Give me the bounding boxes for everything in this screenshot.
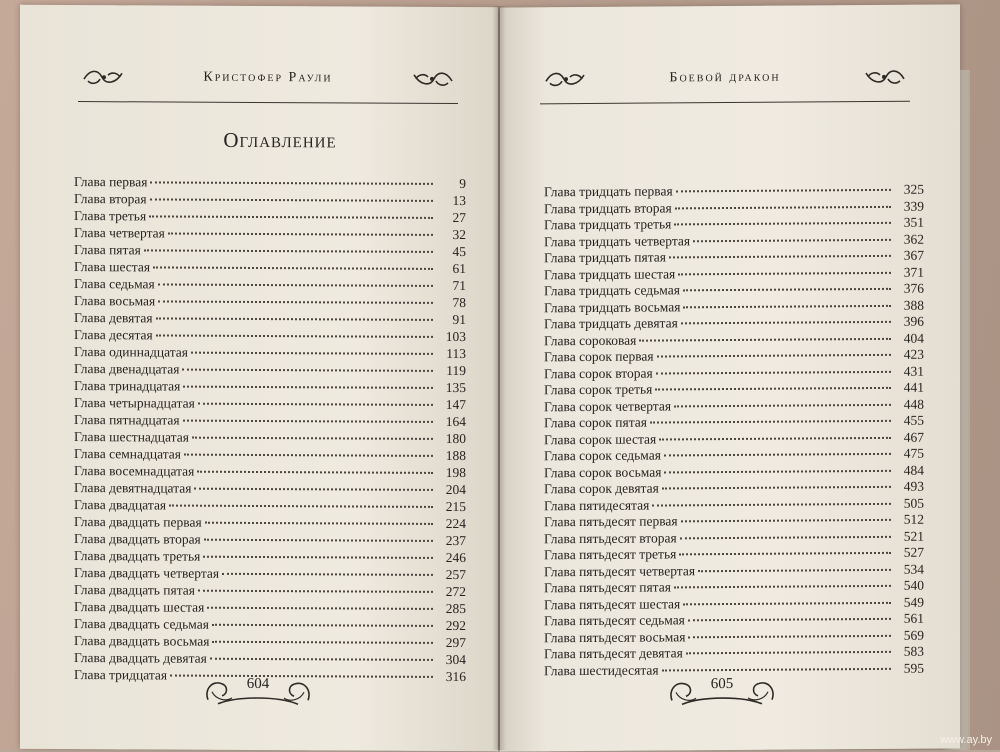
toc-entry <box>74 513 466 532</box>
chapter-title: Глава четвертая <box>74 225 165 241</box>
dot-leader <box>698 568 891 571</box>
dot-leader <box>683 288 891 291</box>
chapter-page-number: 135 <box>445 379 466 396</box>
dot-leader <box>182 369 433 372</box>
chapter-page-number: 455 <box>903 412 924 428</box>
dot-leader <box>664 453 891 457</box>
chapter-title: Глава двадцать седьмая <box>74 616 209 632</box>
toc-entry <box>74 462 466 481</box>
running-head-left <box>78 65 458 104</box>
chapter-page-number: 527 <box>903 544 924 560</box>
chapter-title: Глава первая <box>74 174 148 190</box>
chapter-page-number: 285 <box>445 600 466 617</box>
dot-leader <box>693 238 891 241</box>
chapter-title: Глава пятьдесят девятая <box>544 645 683 662</box>
dot-leader <box>688 634 891 637</box>
chapter-page-number: 297 <box>445 634 466 651</box>
chapter-page-number: 404 <box>903 330 924 346</box>
toc-entry <box>74 615 466 634</box>
chapter-title: Глава тридцатая <box>74 667 168 683</box>
chapter-page-number: 595 <box>903 660 924 676</box>
dot-leader <box>656 370 891 374</box>
chapter-page-number: 441 <box>903 379 924 395</box>
dot-leader <box>184 454 433 457</box>
chapter-page-number: 246 <box>445 549 466 566</box>
dot-leader <box>639 337 891 341</box>
page-number-left <box>198 670 318 711</box>
chapter-page-number: 367 <box>903 247 924 263</box>
chapter-title: Глава тридцать девятая <box>544 315 678 332</box>
chapter-page-number: 304 <box>445 651 466 668</box>
dot-leader <box>204 539 433 542</box>
toc-list-left <box>74 173 466 685</box>
chapter-title: Глава двадцатая <box>74 497 167 513</box>
dot-leader <box>674 222 891 226</box>
chapter-title: Глава сорок пятая <box>544 414 647 431</box>
chapter-page-number: 512 <box>903 511 924 527</box>
chapter-page-number: 569 <box>903 627 924 643</box>
dot-leader <box>156 334 433 337</box>
dot-leader <box>669 255 891 259</box>
chapter-page-number: 561 <box>903 610 924 626</box>
chapter-page-number: 215 <box>445 498 466 515</box>
dot-leader <box>150 181 433 184</box>
chapter-page-number: 396 <box>903 313 924 329</box>
chapter-title: Глава пятьдесят вторая <box>544 529 677 546</box>
dot-leader <box>650 420 891 424</box>
chapter-title: Глава пятьдесят первая <box>544 513 678 530</box>
chapter-title: Глава седьмая <box>74 276 155 292</box>
chapter-title: Глава двадцать пятая <box>74 582 196 598</box>
chapter-page-number: 467 <box>903 429 924 445</box>
chapter-title: Глава семнадцатая <box>74 446 181 462</box>
toc-entry <box>74 326 466 345</box>
dot-leader <box>686 651 891 654</box>
chapter-page-number: 204 <box>445 481 466 498</box>
chapter-title: Глава двадцать восьмая <box>74 633 210 649</box>
chapter-title: Глава восемнадцатая <box>74 463 195 479</box>
chapter-page-number: 316 <box>445 668 466 685</box>
chapter-page-number: 362 <box>903 231 924 247</box>
chapter-title: Глава двадцать шестая <box>74 599 205 615</box>
dot-leader <box>681 519 891 522</box>
running-head-right <box>540 65 910 105</box>
dot-leader <box>659 436 891 440</box>
chapter-page-number: 9 <box>459 176 466 192</box>
chapter-page-number: 257 <box>445 566 466 583</box>
chapter-page-number: 119 <box>446 362 466 379</box>
toc-entry <box>74 428 466 447</box>
dot-leader <box>191 352 433 355</box>
toc-entry <box>74 445 466 464</box>
chapter-page-number: 237 <box>445 532 466 549</box>
chapter-page-number: 484 <box>903 462 924 478</box>
ornament-icon <box>862 67 906 87</box>
toc-entry <box>74 394 466 413</box>
chapter-page-number: 505 <box>903 495 924 511</box>
chapter-page-number: 325 <box>903 181 924 197</box>
dot-leader <box>207 607 433 610</box>
chapter-title: Глава сорок четвертая <box>544 397 672 414</box>
chapter-title: Глава шестидесятая <box>544 661 659 678</box>
chapter-title: Глава пятидесятая <box>544 497 650 513</box>
toc-entry <box>74 309 466 328</box>
chapter-page-number: 103 <box>445 328 466 345</box>
chapter-page-number: 376 <box>903 280 924 296</box>
dot-leader <box>192 437 433 440</box>
chapter-page-number: 423 <box>903 346 924 362</box>
chapter-page-number: 583 <box>903 643 924 659</box>
dot-leader <box>169 505 433 508</box>
chapter-page-number: 13 <box>452 193 466 209</box>
chapter-title: Глава сороковая <box>544 332 637 348</box>
chapter-title: Глава пятьдесят четвертая <box>544 562 696 579</box>
chapter-title: Глава сорок шестая <box>544 431 657 447</box>
dot-leader <box>198 590 433 593</box>
watermark: www.ay.by <box>940 734 992 746</box>
dot-leader <box>197 471 433 474</box>
dot-leader <box>679 552 891 555</box>
chapter-page-number: 272 <box>445 583 466 600</box>
toc-entry <box>74 258 466 277</box>
chapter-title: Глава тридцать вторая <box>544 199 672 216</box>
chapter-title: Глава двенадцатая <box>74 361 180 377</box>
folio-number: 604 <box>246 675 270 693</box>
chapter-title: Глава тридцать четвертая <box>544 232 691 249</box>
chapter-title: Глава тридцать третья <box>544 216 672 233</box>
dot-leader <box>212 641 433 644</box>
chapter-title: Глава сорок третья <box>544 381 653 398</box>
chapter-title: Глава девятнадцатая <box>74 480 192 496</box>
folio-number: 605 <box>710 675 734 693</box>
chapter-title: Глава сорок восьмая <box>544 463 662 480</box>
toc-entry <box>74 547 466 566</box>
toc-entry <box>74 564 466 583</box>
toc-entry <box>74 292 466 311</box>
left-page <box>20 5 498 752</box>
toc-entry <box>74 224 466 243</box>
dot-leader <box>678 271 891 274</box>
chapter-title: Глава четырнадцатая <box>74 395 195 411</box>
dot-leader <box>168 233 433 236</box>
chapter-title: Глава пятьдесят третья <box>544 546 677 563</box>
chapter-title: Глава пятьдесят шестая <box>544 595 681 612</box>
running-head-title: Боевой дракон <box>669 69 781 86</box>
dot-leader <box>158 300 433 303</box>
dot-leader <box>683 601 891 604</box>
dot-leader <box>210 658 433 661</box>
chapter-title: Глава шестнадцатая <box>74 429 189 445</box>
chapter-title: Глава девятая <box>74 310 153 326</box>
dot-leader <box>212 624 433 627</box>
dot-leader <box>652 502 891 506</box>
chapter-title: Глава тридцать первая <box>544 183 673 200</box>
dot-leader <box>203 556 433 559</box>
chapter-title: Глава пятьдесят седьмая <box>544 612 685 629</box>
dot-leader <box>662 486 891 490</box>
chapter-title: Глава восьмая <box>74 293 156 309</box>
chapter-title: Глава двадцать первая <box>74 514 202 530</box>
toc-entry <box>74 241 466 260</box>
chapter-page-number: 388 <box>903 297 924 313</box>
chapter-title: Глава пятая <box>74 242 141 258</box>
dot-leader <box>149 215 433 218</box>
dot-leader <box>153 266 433 269</box>
chapter-title: Глава пятьдесят восьмая <box>544 628 686 645</box>
dot-leader <box>144 249 433 253</box>
chapter-title: Глава сорок седьмая <box>544 447 661 464</box>
chapter-title: Глава сорок первая <box>544 348 654 365</box>
chapter-page-number: 371 <box>903 264 924 280</box>
chapter-title: Глава двадцать четвертая <box>74 565 220 581</box>
dot-leader <box>675 205 891 209</box>
chapter-page-number: 32 <box>452 227 466 243</box>
dot-leader <box>657 354 891 358</box>
chapter-page-number: 198 <box>445 464 466 481</box>
dot-leader <box>674 403 891 407</box>
ornament-icon <box>410 69 454 89</box>
chapter-title: Глава двадцать девятая <box>74 650 207 666</box>
chapter-title: Глава тридцать восьмая <box>544 298 681 315</box>
chapter-page-number: 164 <box>445 413 466 430</box>
toc-entry <box>74 360 466 379</box>
chapter-page-number: 224 <box>445 515 466 532</box>
chapter-page-number: 339 <box>903 198 924 214</box>
chapter-title: Глава тридцать шестая <box>544 265 676 282</box>
chapter-page-number: 475 <box>903 445 924 461</box>
toc-entry <box>74 632 466 651</box>
toc-entry <box>74 649 466 668</box>
chapter-title: Глава пятнадцатая <box>74 412 180 428</box>
toc-entry <box>74 530 466 549</box>
chapter-title: Глава тридцать седьмая <box>544 282 680 299</box>
chapter-page-number: 448 <box>903 396 924 412</box>
dot-leader <box>680 535 891 538</box>
chapter-title: Глава вторая <box>74 191 147 207</box>
toc-entry <box>74 581 466 600</box>
toc-entry <box>74 275 466 294</box>
chapter-page-number: 493 <box>903 478 924 494</box>
dot-leader <box>674 585 891 589</box>
chapter-page-number: 91 <box>452 312 466 328</box>
chapter-page-number: 188 <box>445 447 466 464</box>
dot-leader <box>676 189 891 193</box>
chapter-title: Глава пятьдесят пятая <box>544 579 671 596</box>
dot-leader <box>183 420 433 423</box>
chapter-page-number: 292 <box>445 617 466 634</box>
page-number-right <box>662 670 782 711</box>
right-page <box>500 4 960 751</box>
dot-leader <box>183 386 433 389</box>
chapter-title: Глава третья <box>74 208 147 224</box>
chapter-title: Глава тридцать пятая <box>544 249 666 266</box>
dot-leader <box>194 488 433 491</box>
chapter-title: Глава двадцать третья <box>74 548 201 564</box>
chapter-title: Глава двадцать вторая <box>74 531 201 547</box>
dot-leader <box>664 469 891 473</box>
chapter-page-number: 113 <box>446 345 466 362</box>
chapter-title: Глава десятая <box>74 327 153 343</box>
chapter-title: Глава шестая <box>74 259 151 275</box>
chapter-page-number: 540 <box>903 577 924 593</box>
chapter-page-number: 45 <box>452 244 466 260</box>
dot-leader <box>681 321 891 324</box>
dot-leader <box>222 573 433 576</box>
dot-leader <box>683 304 891 307</box>
toc-entry <box>74 207 466 226</box>
toc-heading: Оглавление <box>223 127 337 153</box>
dot-leader <box>205 522 433 525</box>
toc-entry <box>74 190 466 209</box>
chapter-page-number: 61 <box>452 261 466 277</box>
chapter-page-number: 549 <box>903 594 924 610</box>
chapter-page-number: 431 <box>903 363 924 379</box>
dot-leader <box>150 198 433 201</box>
dot-leader <box>688 618 891 621</box>
chapter-page-number: 147 <box>445 396 466 413</box>
chapter-page-number: 351 <box>903 214 924 230</box>
toc-entry <box>74 173 466 192</box>
chapter-page-number: 71 <box>452 278 466 294</box>
dot-leader <box>198 403 433 406</box>
dot-leader <box>156 317 433 320</box>
dot-leader <box>655 387 891 391</box>
chapter-page-number: 521 <box>903 528 924 544</box>
toc-entry <box>74 598 466 617</box>
chapter-page-number: 180 <box>445 430 466 447</box>
chapter-title: Глава сорок вторая <box>544 365 653 381</box>
toc-list-right <box>544 182 924 680</box>
chapter-page-number: 78 <box>452 295 466 311</box>
open-book <box>20 6 960 750</box>
chapter-title: Глава одиннадцатая <box>74 344 188 360</box>
chapter-page-number: 534 <box>903 561 924 577</box>
chapter-page-number: 27 <box>452 210 466 226</box>
toc-entry <box>74 411 466 430</box>
toc-entry <box>74 479 466 498</box>
dot-leader <box>158 283 433 286</box>
toc-entry <box>74 343 466 362</box>
toc-entry <box>74 377 466 396</box>
chapter-title: Глава сорок девятая <box>544 480 659 497</box>
book-spine <box>492 6 506 750</box>
chapter-title: Глава тринадцатая <box>74 378 181 394</box>
running-head-title: Кристофер Раули <box>203 69 333 86</box>
toc-entry <box>74 496 466 515</box>
